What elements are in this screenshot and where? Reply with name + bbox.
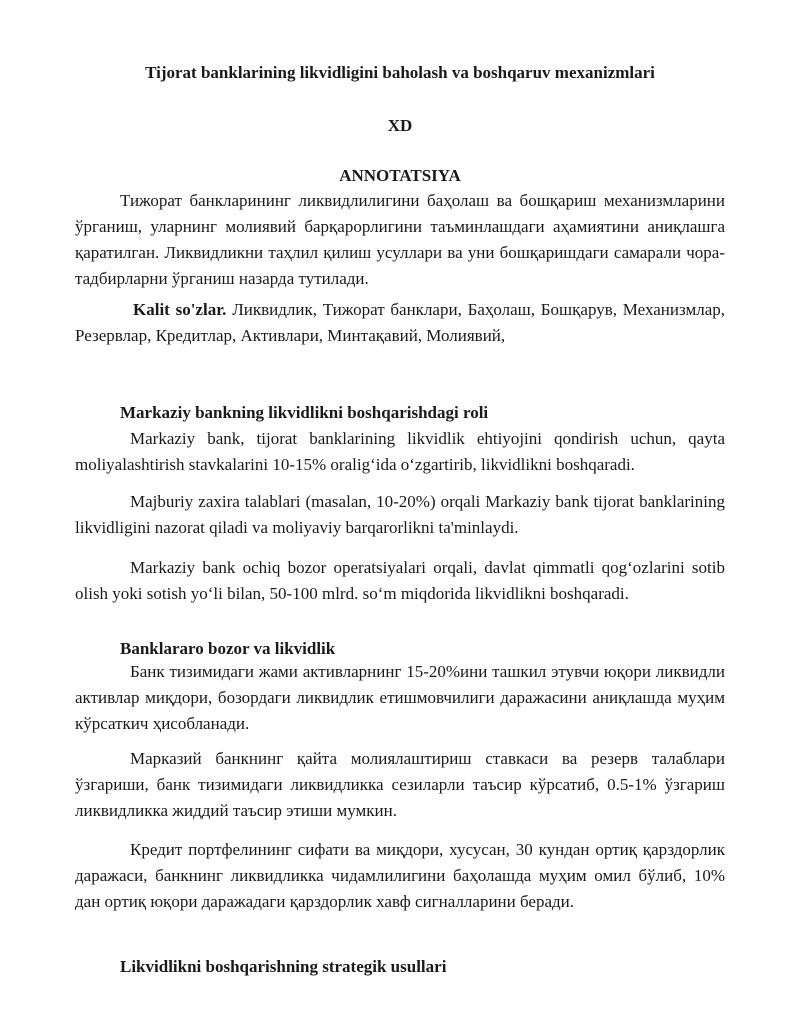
abstract-heading: ANNOTATSIYA [339,166,461,185]
document-title: Tijorat banklarining likvidligini baholash va boshqaruv mexanizmlari [145,63,655,82]
section-heading: Likvidlikni boshqarishning strategik usullari [120,957,447,976]
section-paragraph: Majburiy zaxira talablari (masalan, 10-20%) orqali Markaziy bank tijorat banklarining likvidligini nazorat qiladi va moliyaviy barqarorlikni ta'minlaydi. [75,492,725,537]
keywords-text: Ликвидлик, Тижорат банклари, Баҳолаш, Бошқарув, Механизмлар, Резервлар, Кредитлар, Активлари, Минтақавий, Молиявий, [75,300,725,345]
section-paragraph: Markaziy bank, tijorat banklarining likvidlik ehtiyojini qondirish uchun, qayta moliyalashtirish stavkalarini 10-15% oralig‘ida o‘zgartirib, likvidlikni boshqaradi. [75,429,725,474]
section-paragraph: Банк тизимидаги жами активларнинг 15-20%ини ташкил этувчи юқори ликвидли активлар миқдори, бозордаги ликвидлик етишмовчилиги даражасини аниқлашда муҳим кўрсаткич ҳисобланади. [75,662,725,733]
section-paragraph: Марказий банкнинг қайта молиялаштириш ставкаси ва резерв талаблари ўзгариши, банк тизимидаги ликвидликка сезиларли таъсир кўрсатиб, 0.5-1% ўзгариш ликвидликка жиддий таъсир этиши мумкин. [75,749,725,820]
author-initials: XD [387,116,413,135]
section-paragraph: Кредит портфелининг сифати ва миқдори, хусусан, 30 кундан ортиқ қарздорлик даражаси, банкнинг ликвидликка чидамлилигини баҳолашда муҳим омил бўлиб, 10% дан ортиқ юқори даражадаги қарздорлик хавф сигналларини беради. [75,840,725,911]
abstract-paragraph: Тижорат банкларининг ликвидлилигини баҳолаш ва бошқариш механизмларини ўрганиш, уларнинг молиявий барқарорлигини таъминлашдаги аҳамиятини аниқлашга қаратилган. Ликвидликни таҳлил қилиш усуллари ва уни бошқаришдаги самарали чора-тадбирларни ўрганиш назарда тутилади. [75,191,725,288]
keywords-label: Kalit so'zlar. [133,300,227,319]
section-paragraph: Markaziy bank ochiq bozor operatsiyalari orqali, davlat qimmatli qog‘ozlarini sotib olish yoki sotish yo‘li bilan, 50-100 mlrd. so‘m miqdorida likvidlikni boshqaradi. [75,558,725,603]
section-heading: Banklararo bozor va likvidlik [120,639,336,658]
keywords-paragraph [75,297,725,349]
section-heading: Markaziy bankning likvidlikni boshqarishdagi roli [120,403,489,422]
